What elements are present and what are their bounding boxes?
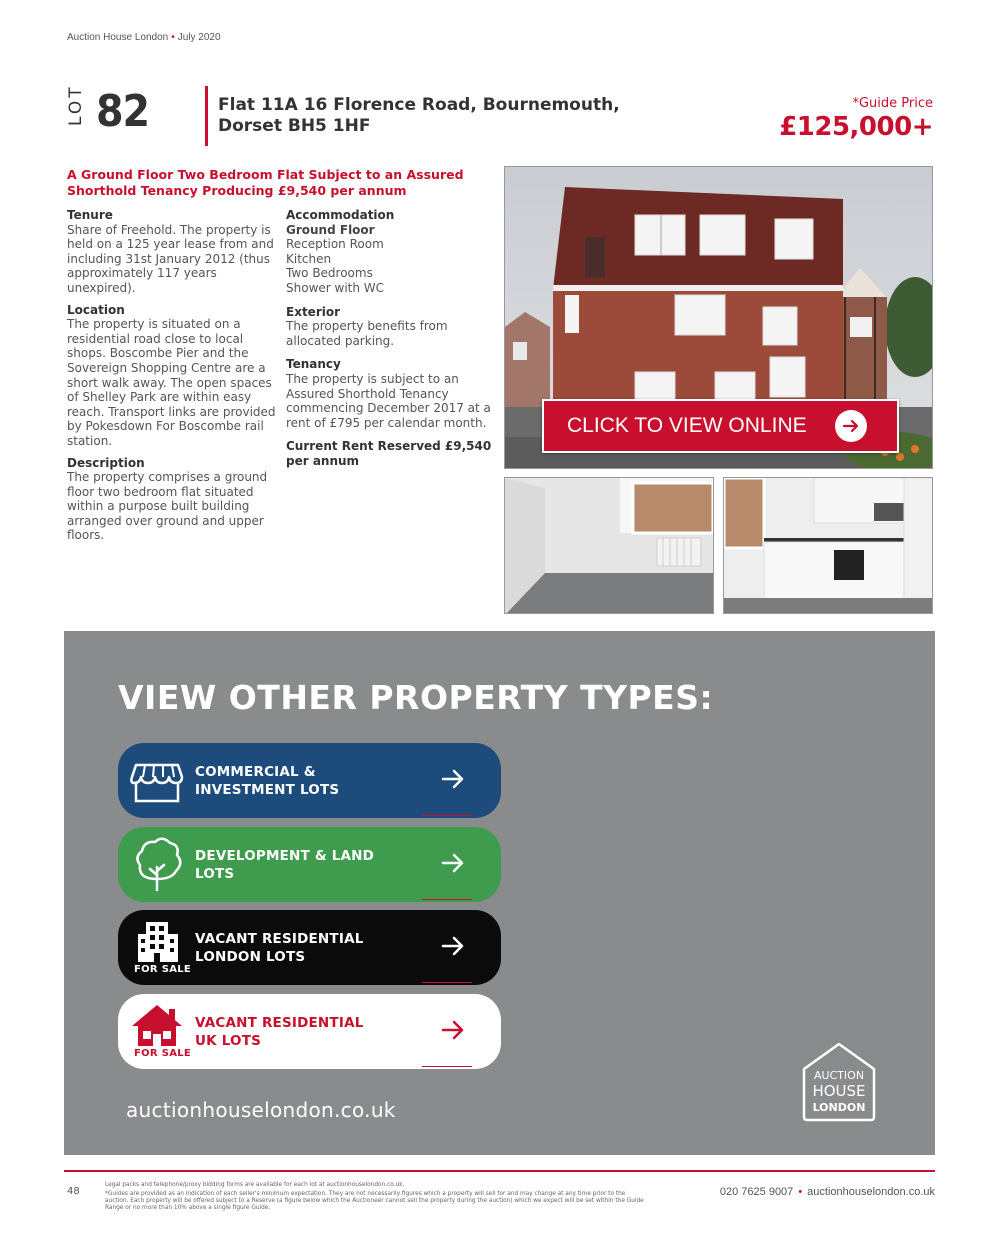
pill-label-line: LONDON LOTS xyxy=(195,948,306,965)
pill-underline xyxy=(422,899,472,900)
other-property-types-panel xyxy=(64,631,935,1155)
vacant-residential-uk-button[interactable] xyxy=(118,994,501,1069)
room-item: Reception Room xyxy=(286,237,384,252)
kitchen-illustration xyxy=(724,478,933,614)
pill-underline xyxy=(422,982,472,983)
bedroom-illustration xyxy=(505,478,714,614)
pill-label-line: DEVELOPMENT & LAND xyxy=(195,847,375,864)
pill-label-line: LOTS xyxy=(195,865,235,882)
address-line-1: Flat 11A 16 Florence Road, Bournemouth, xyxy=(218,95,620,115)
pill-label-line: UK LOTS xyxy=(195,1032,262,1049)
arrow-right-icon xyxy=(439,932,471,964)
headline-line-1: A Ground Floor Two Bedroom Flat Subject to an Assured xyxy=(67,167,464,182)
logo-line-2: HOUSE xyxy=(812,1082,866,1100)
publisher-name: Auction House London xyxy=(67,32,169,43)
location-text: The property is situated on a residential road close to local shops. Boscombe Pier and the Sovereign Shopping Centre are a short walk away. The open spaces of Shelley Park are within easy reach. Transport links are provided by Pokesdown For Boscombe rail station. xyxy=(67,317,276,448)
house-icon xyxy=(122,994,192,1069)
for-sale-badge: FOR SALE xyxy=(134,964,192,975)
pill-label-line: VACANT RESIDENTIAL xyxy=(195,930,364,947)
development-land-lots-label xyxy=(195,847,439,883)
auction-house-london-logo xyxy=(800,1041,878,1123)
exterior-heading: Exterior xyxy=(286,304,341,319)
vacant-residential-uk-label xyxy=(195,1014,439,1050)
tenancy-heading: Tenancy xyxy=(286,357,341,372)
vacant-residential-london-label xyxy=(195,930,439,966)
panel-title: VIEW OTHER PROPERTY TYPES: xyxy=(118,678,714,717)
tenancy-text: The property is subject to an Assured Shorthold Tenancy commencing December 2017 at a rent of £795 per calendar month. xyxy=(286,371,491,430)
website-link[interactable]: auctionhouselondon.co.uk xyxy=(126,1098,396,1122)
pill-label-line: COMMERCIAL & xyxy=(195,763,316,780)
arrow-right-icon xyxy=(439,1016,471,1048)
details-right-column xyxy=(286,208,496,469)
pill-underline xyxy=(422,815,472,816)
description-heading: Description xyxy=(67,455,145,470)
room-item: Two Bedrooms xyxy=(286,266,373,281)
for-sale-badge: FOR SALE xyxy=(134,1048,192,1059)
pill-underline xyxy=(422,1066,472,1067)
property-address xyxy=(218,95,678,137)
ground-floor-label: Ground Floor xyxy=(286,222,375,237)
separator-dot: • xyxy=(171,32,175,43)
lot-divider xyxy=(205,86,208,146)
arrow-right-icon xyxy=(439,765,471,797)
view-online-button[interactable] xyxy=(542,399,899,453)
legal-line: Legal packs and telephone/proxy bidding forms are available for each lot at auctionhouselondon.co.uk. xyxy=(105,1182,405,1188)
kitchen-photo xyxy=(723,477,933,614)
arrow-right-circle-icon xyxy=(835,410,867,442)
shopfront-icon xyxy=(122,743,192,818)
legal-notice xyxy=(105,1182,645,1212)
issue-date: July 2020 xyxy=(177,32,221,43)
pill-label-line: VACANT RESIDENTIAL xyxy=(195,1014,364,1031)
details-left-column xyxy=(67,208,282,543)
tenure-heading: Tenure xyxy=(67,208,113,222)
legal-line: *Guides are provided as an indication of each seller's minimum expectation. They are not necessarily figures which a property will sell for and may change at any time prior to the auction. Each property will be offered subject to a Reserve (a figure below which the Auctioneer cannot sell the property during the auction) which we expect will be set within the Guide Range or no more than 10% above a single figure Guide. xyxy=(105,1191,644,1211)
description-text: The property comprises a ground floor two bedroom flat situated within a purpose built building arranged over ground and upper floors. xyxy=(67,470,268,543)
footer-contact xyxy=(720,1186,935,1198)
room-item: Kitchen xyxy=(286,251,332,266)
vacant-residential-london-button[interactable] xyxy=(118,910,501,985)
commercial-lots-label xyxy=(195,763,439,799)
guide-price-value: £125,000+ xyxy=(779,112,933,142)
accommodation-heading: Accommodation xyxy=(286,208,395,222)
tenure-text: Share of Freehold. The property is held on a 125 year lease from and including 31st January 2012 (thus approximately 117 years unexpired). xyxy=(67,222,274,295)
page-number: 48 xyxy=(67,1186,80,1197)
location-heading: Location xyxy=(67,302,125,317)
logo-line-3: LONDON xyxy=(812,1101,866,1114)
headline-line-2: Shorthold Tenancy Producing £9,540 per annum xyxy=(67,183,407,198)
arrow-right-icon xyxy=(439,849,471,881)
commercial-lots-button[interactable] xyxy=(118,743,501,818)
footer-rule xyxy=(64,1170,935,1172)
separator-dot: • xyxy=(798,1186,803,1198)
pill-label-line: INVESTMENT LOTS xyxy=(195,781,340,798)
development-land-lots-button[interactable] xyxy=(118,827,501,902)
footer-website[interactable]: auctionhouselondon.co.uk xyxy=(807,1186,935,1198)
room-item: Shower with WC xyxy=(286,280,385,295)
rent-text: Current Rent Reserved £9,540 per annum xyxy=(286,439,492,468)
lot-number: 82 xyxy=(96,86,150,137)
lot-word: LOT xyxy=(66,84,86,126)
apartment-building-icon xyxy=(122,910,192,985)
bedroom-photo xyxy=(504,477,714,614)
footer-phone[interactable]: 020 7625 9007 xyxy=(719,1186,794,1198)
guide-price-block xyxy=(779,96,933,142)
guide-price-label: *Guide Price xyxy=(852,96,933,111)
tree-icon xyxy=(122,827,192,902)
address-line-2: Dorset BH5 1HF xyxy=(218,116,371,136)
lot-badge xyxy=(66,84,206,140)
publication-header xyxy=(67,32,221,43)
logo-line-1: AUCTION xyxy=(813,1069,865,1082)
lot-headline xyxy=(67,167,487,199)
exterior-text: The property benefits from allocated parking. xyxy=(286,319,448,348)
view-online-label: CLICK TO VIEW ONLINE xyxy=(567,414,807,437)
